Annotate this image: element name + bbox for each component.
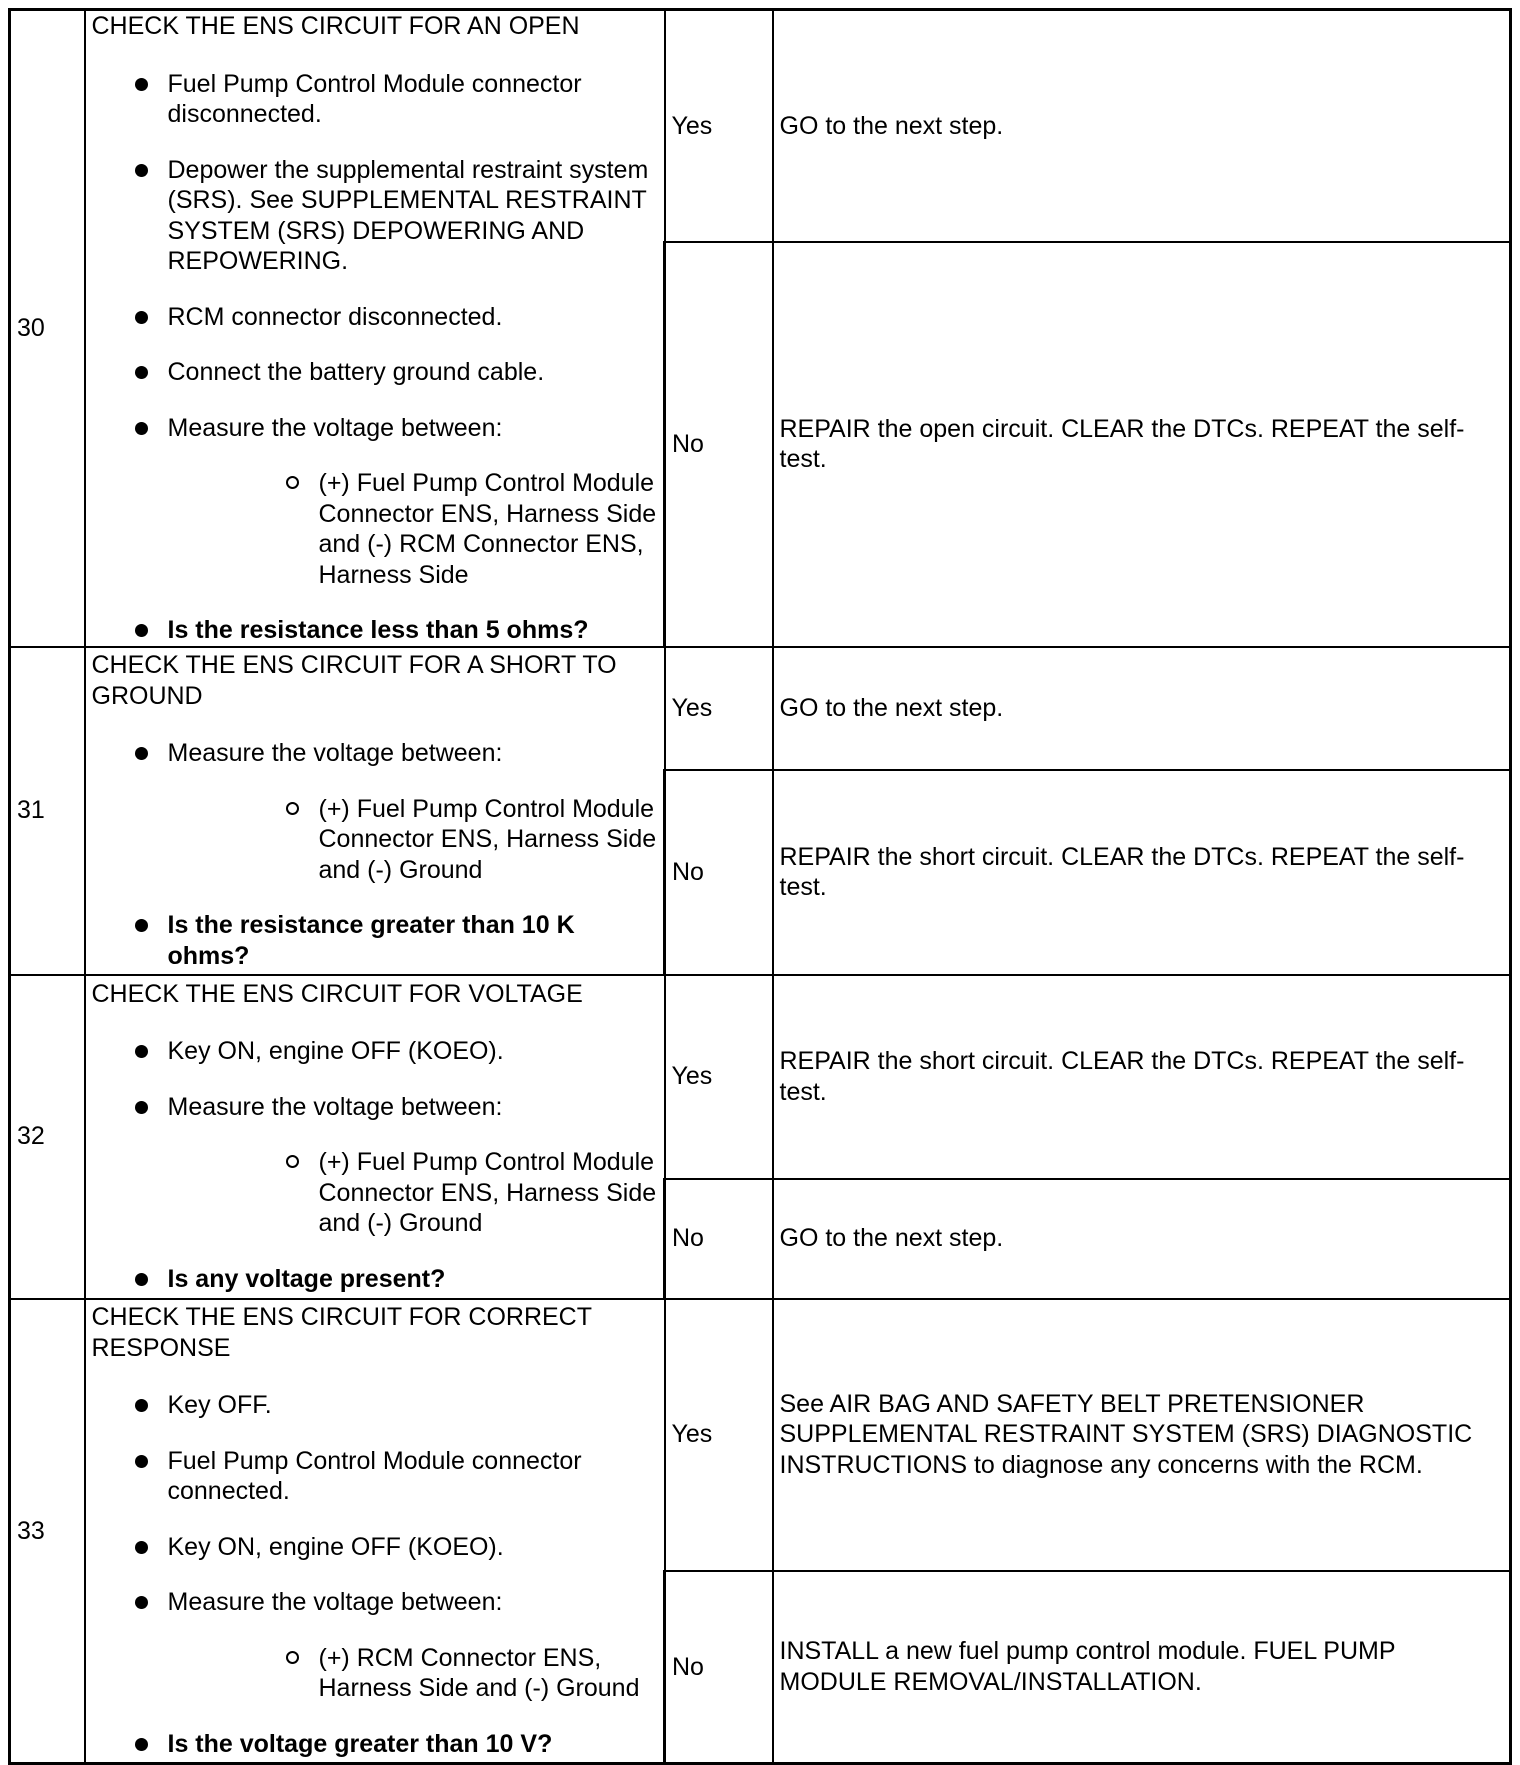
substep-list bbox=[168, 1147, 658, 1239]
step-action bbox=[85, 1299, 665, 1764]
step-item bbox=[92, 1587, 658, 1704]
substep-item: (+) Fuel Pump Control Module Connector ENS, Harness Side and (-) Ground bbox=[168, 1147, 658, 1239]
step-number: 32 bbox=[10, 975, 85, 1299]
answer-yes: Yes bbox=[665, 1299, 773, 1571]
answer-no: No bbox=[665, 242, 773, 647]
step-action bbox=[85, 647, 665, 975]
step-item: Fuel Pump Control Module connector disconnected. bbox=[92, 69, 658, 130]
result-no: INSTALL a new fuel pump control module. FUEL PUMP MODULE REMOVAL/INSTALLATION. bbox=[773, 1571, 1511, 1764]
answer-no: No bbox=[665, 1179, 773, 1299]
step-31-yes-row bbox=[10, 647, 1511, 770]
step-heading: CHECK THE ENS CIRCUIT FOR CORRECT RESPONSE bbox=[91, 1303, 592, 1362]
step-list bbox=[92, 69, 658, 646]
step-item: Key ON, engine OFF (KOEO). bbox=[92, 1036, 658, 1067]
step-text: Measure the voltage between: bbox=[167, 1588, 503, 1617]
step-list bbox=[92, 1036, 658, 1294]
step-text: Measure the voltage between: bbox=[167, 1092, 503, 1121]
step-item bbox=[92, 1092, 658, 1239]
step-number: 30 bbox=[10, 10, 85, 647]
result-yes: GO to the next step. bbox=[773, 647, 1511, 770]
result-no: GO to the next step. bbox=[773, 1179, 1511, 1299]
step-question: Is the resistance less than 5 ohms? bbox=[92, 615, 658, 646]
step-30-yes-row bbox=[10, 10, 1511, 242]
step-item bbox=[92, 413, 658, 591]
result-yes: GO to the next step. bbox=[773, 10, 1511, 242]
step-item: Connect the battery ground cable. bbox=[92, 357, 658, 388]
step-action bbox=[85, 10, 665, 647]
step-item: Key OFF. bbox=[92, 1390, 658, 1421]
step-action bbox=[85, 975, 665, 1299]
substep-item: (+) RCM Connector ENS, Harness Side and (-) Ground bbox=[168, 1643, 658, 1704]
step-heading: CHECK THE ENS CIRCUIT FOR A SHORT TO GROUND bbox=[91, 651, 617, 710]
answer-yes: Yes bbox=[665, 10, 773, 242]
step-item: Depower the supplemental restraint system (SRS). See SUPPLEMENTAL RESTRAINT SYSTEM (SRS) DEPOWERING AND REPOWERING. bbox=[92, 155, 658, 277]
step-heading: CHECK THE ENS CIRCUIT FOR VOLTAGE bbox=[91, 979, 583, 1008]
answer-no: No bbox=[665, 770, 773, 975]
result-yes: See AIR BAG AND SAFETY BELT PRETENSIONER SUPPLEMENTAL RESTRAINT SYSTEM (SRS) DIAGNOSTIC INSTRUCTIONS to diagnose any concerns with the RCM. bbox=[773, 1299, 1511, 1571]
answer-yes: Yes bbox=[665, 647, 773, 770]
step-text: Measure the voltage between: bbox=[167, 413, 503, 442]
substep-item: (+) Fuel Pump Control Module Connector ENS, Harness Side and (-) Ground bbox=[168, 794, 658, 886]
result-no: REPAIR the open circuit. CLEAR the DTCs. REPEAT the self-test. bbox=[773, 242, 1511, 647]
result-no: REPAIR the short circuit. CLEAR the DTCs. REPEAT the self-test. bbox=[773, 770, 1511, 975]
answer-yes: Yes bbox=[665, 975, 773, 1179]
answer-no: No bbox=[665, 1571, 773, 1764]
step-question: Is any voltage present? bbox=[92, 1264, 658, 1295]
step-question: Is the resistance greater than 10 K ohms? bbox=[92, 910, 658, 971]
step-list bbox=[92, 738, 658, 971]
substep-list bbox=[168, 794, 658, 886]
substep-list bbox=[168, 468, 658, 590]
step-item: Key ON, engine OFF (KOEO). bbox=[92, 1532, 658, 1563]
diagnostic-table bbox=[8, 8, 1512, 1765]
step-32-yes-row bbox=[10, 975, 1511, 1179]
step-number: 31 bbox=[10, 647, 85, 975]
step-question: Is the voltage greater than 10 V? bbox=[92, 1729, 658, 1760]
step-number: 33 bbox=[10, 1299, 85, 1764]
step-text: Measure the voltage between: bbox=[167, 739, 503, 767]
substep-item: (+) Fuel Pump Control Module Connector ENS, Harness Side and (-) RCM Connector ENS, Harness Side bbox=[168, 468, 658, 590]
result-yes: REPAIR the short circuit. CLEAR the DTCs. REPEAT the self-test. bbox=[773, 975, 1511, 1179]
step-heading: CHECK THE ENS CIRCUIT FOR AN OPEN bbox=[91, 12, 580, 40]
substep-list bbox=[168, 1643, 658, 1704]
step-item: Fuel Pump Control Module connector connected. bbox=[92, 1446, 658, 1507]
step-list bbox=[92, 1390, 658, 1759]
step-item bbox=[92, 738, 658, 885]
step-item: RCM connector disconnected. bbox=[92, 302, 658, 333]
step-33-yes-row bbox=[10, 1299, 1511, 1571]
